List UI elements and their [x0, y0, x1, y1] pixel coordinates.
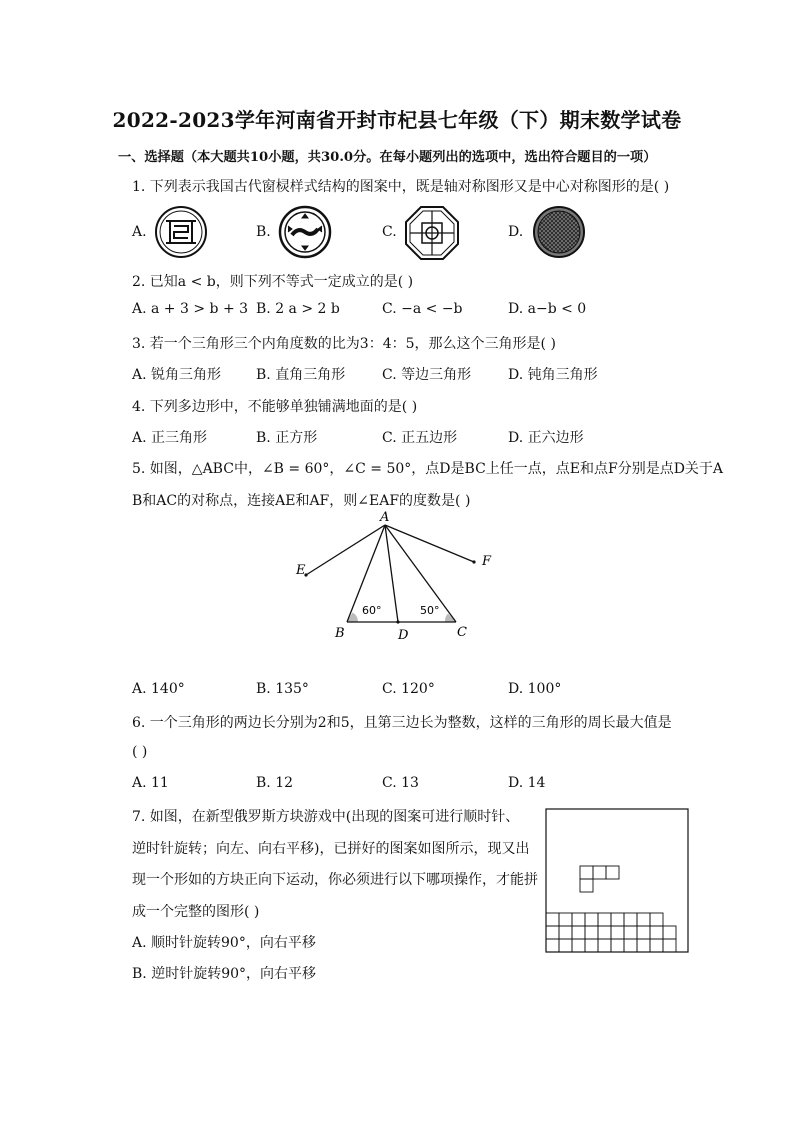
q4-option-a: A. 正三角形 [132, 430, 208, 446]
q3-option-a: A. 锐角三角形 [132, 367, 222, 383]
q5-option-d: D. 100° [508, 681, 562, 697]
tetris-block [637, 926, 650, 939]
tetris-block [546, 913, 559, 926]
tetris-block [637, 913, 650, 926]
tetris-block [650, 939, 663, 952]
tetris-block [572, 926, 585, 939]
q1-label-c: C. [382, 224, 397, 240]
q3-option-b: B. 直角三角形 [256, 367, 346, 383]
q4-option-c: C. 正五边形 [382, 430, 458, 446]
q3-option-d: D. 钝角三角形 [508, 367, 598, 383]
tetris-stacked-blocks [546, 913, 676, 952]
exam-title: 2022-2023学年河南省开封市杞县七年级（下）期末数学试卷 [112, 108, 682, 132]
q4-option-d: D. 正六边形 [508, 430, 584, 446]
q5-option-a: A. 140° [132, 681, 185, 697]
tetris-piece-block [580, 879, 593, 892]
tetris-block [663, 939, 676, 952]
tetris-block [624, 926, 637, 939]
question-7-line-3: 现一个形如的方块正向下运动，你必须进行以下哪项操作，才能拼 [132, 872, 538, 888]
question-2-text: 2. 已知a < b，则下列不等式一定成立的是( ) [132, 274, 414, 290]
q1-label-a: A. [132, 224, 147, 240]
label-b: B [335, 626, 345, 641]
q7-option-b: B. 逆时针旋转90°，向右平移 [132, 966, 317, 982]
tetris-piece-block [593, 866, 606, 879]
tetris-block [559, 939, 572, 952]
q5-option-b: B. 135° [256, 681, 309, 697]
question-7-line-2: 逆时针旋转；向左、向右平移)，已拼好的图案如图所示，现又出 [132, 841, 530, 857]
tetris-block [624, 939, 637, 952]
label-e: E [296, 563, 306, 578]
q7-option-a: A. 顺时针旋转90°，向右平移 [132, 935, 316, 951]
tetris-block [559, 913, 572, 926]
tetris-block [546, 926, 559, 939]
q2-option-a: A. a + 3 > b + 3 [132, 301, 249, 317]
q6-option-c: C. 13 [382, 775, 419, 791]
q3-option-c: C. 等边三角形 [382, 367, 472, 383]
tetris-block [559, 926, 572, 939]
q5-option-c: C. 120° [382, 681, 435, 697]
tetris-block [611, 939, 624, 952]
q6-option-b: B. 12 [256, 775, 294, 791]
tetris-block [598, 913, 611, 926]
label-f: F [482, 554, 492, 569]
q6-option-a: A. 11 [132, 775, 169, 791]
label-a: A [380, 510, 390, 525]
label-c: C [457, 625, 467, 640]
question-1-text: 1. 下列表示我国古代窗棂样式结构的图案中，既是轴对称图形又是中心对称图形的是( ) [132, 179, 670, 195]
question-7-line-4: 成一个完整的图形( ) [132, 904, 260, 920]
question-3-text: 3. 若一个三角形三个内角度数的比为3：4：5，那么这个三角形是( ) [132, 336, 556, 352]
question-7-line-1: 7. 如图，在新型俄罗斯方块游戏中(出现的图案可进行顺时针、 [132, 809, 520, 825]
tetris-falling-piece [580, 866, 619, 892]
q4-option-b: B. 正方形 [256, 430, 318, 446]
tetris-block [598, 926, 611, 939]
q2-option-c: C. −a < −b [382, 301, 463, 317]
question-4-text: 4. 下列多边形中，不能够单独铺满地面的是( ) [132, 399, 418, 415]
tetris-block [598, 939, 611, 952]
section-header: 一、选择题（本大题共10小题，共30.0分。在每小题列出的选项中，选出符合题目的一项） [118, 150, 657, 165]
tetris-piece-block [580, 866, 593, 879]
tetris-block [663, 926, 676, 939]
tetris-block [585, 939, 598, 952]
tetris-block [624, 913, 637, 926]
tetris-block [585, 913, 598, 926]
q1-label-b: B. [256, 224, 271, 240]
tetris-block [585, 926, 598, 939]
tetris-frame [546, 809, 688, 952]
q1-label-d: D. [508, 224, 524, 240]
angle-b-label: 60° [362, 604, 382, 617]
tetris-block [650, 926, 663, 939]
tetris-block [611, 913, 624, 926]
q6-option-d: D. 14 [508, 775, 546, 791]
label-d: D [398, 628, 409, 643]
tetris-block [572, 939, 585, 952]
question-6-line-2: ( ) [132, 744, 148, 760]
tetris-block [650, 913, 663, 926]
q2-option-d: D. a−b < 0 [508, 301, 587, 317]
tetris-block [546, 939, 559, 952]
question-6-line-1: 6. 一个三角形的两边长分别为2和5，且第三边长为整数，这样的三角形的周长最大值是 [132, 715, 672, 731]
angle-c-label: 50° [420, 604, 440, 617]
question-5-line-1: 5. 如图，△ABC中，∠B = 60°，∠C = 50°，点D是BC上任一点，点E和点F分别是点D关于A [132, 461, 724, 477]
tetris-block [611, 926, 624, 939]
tetris-block [572, 913, 585, 926]
question-5-line-2: B和AC的对称点，连接AE和AF，则∠EAF的度数是( ) [132, 493, 471, 509]
tetris-piece-block [606, 866, 619, 879]
q2-option-b: B. 2 a > 2 b [256, 301, 340, 317]
tetris-block [637, 939, 650, 952]
